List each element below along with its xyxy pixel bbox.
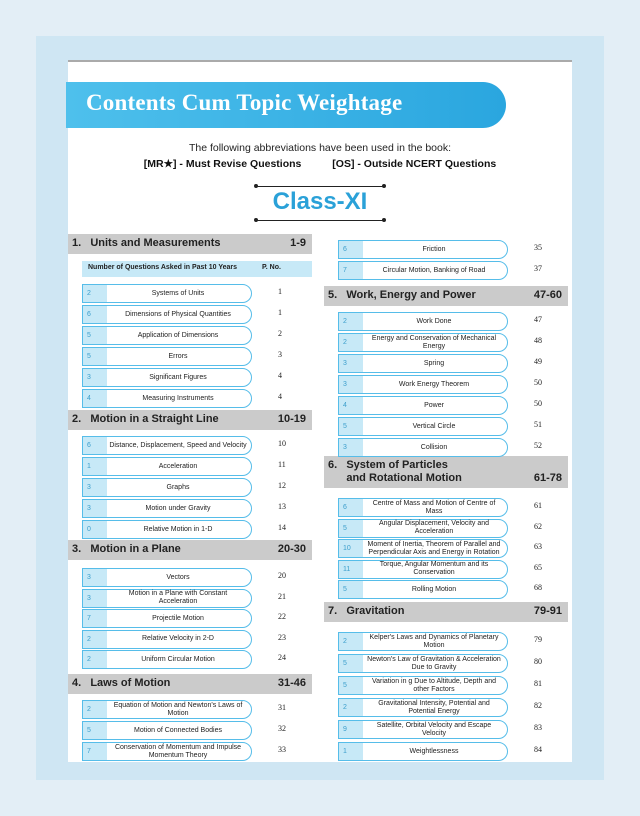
- topic-label: Energy and Conservation of Mechanical Energy: [371, 334, 497, 350]
- chapter-title: 4. Laws of Motion: [72, 677, 171, 689]
- topic-entry: [82, 389, 252, 408]
- topic-label: Weightlessness: [409, 747, 459, 755]
- topic-page-number: 31: [278, 703, 286, 712]
- topic-page-number: 51: [534, 420, 542, 429]
- topic-page-number: 4: [278, 392, 282, 401]
- topic-label: Work Done: [416, 317, 452, 325]
- topic-page-number: 52: [534, 441, 542, 450]
- topic-label: Angular Displacement, Velocity and Acceleration: [378, 520, 490, 535]
- topic-entry: [82, 457, 252, 476]
- topic-label: Friction: [422, 245, 446, 253]
- topic-entry: [82, 568, 252, 587]
- page-title: Contents Cum Topic Weightage: [86, 90, 403, 115]
- question-count: 1: [83, 458, 107, 475]
- title-banner: [66, 82, 506, 128]
- question-count: 0: [83, 521, 107, 538]
- topic-page-number: 61: [534, 501, 542, 510]
- topic-entry: [338, 261, 508, 280]
- topic-page-number: 63: [534, 542, 542, 551]
- question-count: 7: [83, 743, 107, 760]
- topic-page-number: 3: [278, 350, 282, 359]
- question-count: 2: [83, 651, 107, 668]
- topic-label: Vertical Circle: [412, 422, 456, 430]
- chapter-page-range: 10-19: [277, 413, 306, 425]
- topic-label: Conservation of Momentum and Impulse Momentum Theory: [114, 743, 242, 759]
- topic-page-number: 65: [534, 562, 542, 572]
- question-count: 5: [339, 677, 363, 694]
- chapter-page-range: 20-30: [277, 543, 306, 555]
- question-count: 4: [339, 397, 363, 414]
- topic-label: Newton's Law of Gravitation & Acceleration Due to Gravity: [367, 655, 501, 671]
- abbreviation-list: [68, 158, 572, 170]
- chapter-heading: [68, 540, 312, 560]
- topic-entry: [338, 498, 508, 517]
- topic-page-number: 79: [534, 635, 542, 644]
- topic-page-number: 20: [278, 571, 286, 580]
- topic-label: Rolling Motion: [411, 585, 457, 593]
- question-count: 5: [83, 722, 107, 739]
- topic-label: Variation in g Due to Altitude, Depth and other Factors: [371, 677, 496, 693]
- topic-page-number: 11: [278, 460, 286, 469]
- topic-page-number: 2: [278, 329, 282, 338]
- topic-page-number: 37: [534, 264, 542, 273]
- topic-page-number: 14: [278, 523, 286, 532]
- topic-entry: [338, 333, 508, 352]
- table-header: [82, 261, 312, 277]
- chapter-heading: [68, 674, 312, 694]
- chapter-title: 7. Gravitation: [328, 605, 405, 617]
- question-count: 6: [83, 437, 107, 454]
- page-number-column-header: P. No.: [262, 264, 281, 271]
- top-rule: [256, 186, 384, 187]
- contents-page: [68, 60, 572, 762]
- question-count: 3: [339, 439, 363, 456]
- topic-page-number: 10: [278, 439, 286, 448]
- abbreviation-os: [OS] - Outside NCERT Questions: [332, 158, 497, 170]
- topic-entry: [82, 305, 252, 324]
- topic-entry: [338, 539, 508, 558]
- chapter-page-range: 79-91: [533, 605, 562, 617]
- topic-page-number: 13: [278, 502, 286, 511]
- topic-entry: [338, 312, 508, 331]
- topic-page-number: 80: [534, 657, 542, 666]
- topic-entry: [338, 560, 508, 579]
- topic-entry: [338, 396, 508, 415]
- question-count: 2: [83, 285, 107, 302]
- question-count: 5: [83, 327, 107, 344]
- topic-label: Spring: [423, 359, 445, 367]
- class-title: Class-XI: [272, 188, 368, 215]
- question-count: 6: [339, 241, 363, 258]
- topic-page-number: 32: [278, 724, 286, 733]
- topic-entry: [82, 520, 252, 539]
- question-count: 7: [339, 262, 363, 279]
- topic-label: Motion under Gravity: [145, 504, 211, 512]
- topic-label: Systems of Units: [151, 289, 205, 297]
- topic-entry: [338, 720, 508, 739]
- topic-entry: [82, 650, 252, 669]
- question-count: 2: [83, 701, 107, 718]
- question-count: 3: [83, 590, 107, 607]
- topic-label: Dimensions of Physical Quantities: [125, 310, 231, 318]
- chapter-heading: [324, 456, 568, 488]
- chapter-title: 5. Work, Energy and Power: [328, 289, 476, 301]
- topic-page-number: 50: [534, 378, 542, 387]
- topic-entry: [338, 354, 508, 373]
- question-count: 5: [339, 418, 363, 435]
- topic-page-number: 81: [534, 679, 542, 688]
- topic-entry: [338, 375, 508, 394]
- topic-page-number: 1: [278, 287, 282, 296]
- topic-entry: [82, 742, 252, 761]
- topic-label: Uniform Circular Motion: [141, 655, 215, 663]
- topic-entry: [82, 478, 252, 497]
- topic-entry: [82, 700, 252, 719]
- topic-label: Moment of Inertia, Theorem of Parallel and Perpendicular Axis and Energy in Rotation: [367, 540, 501, 556]
- abbreviation-mr: [MR★] - Must Revise Questions: [143, 158, 302, 170]
- topic-label: Equation of Motion and Newton's Laws of Motion: [113, 701, 243, 717]
- topic-entry: [338, 676, 508, 695]
- question-count: 3: [339, 376, 363, 393]
- question-count: 2: [339, 313, 363, 330]
- rule-dot: [382, 218, 386, 222]
- chapter-heading: [68, 410, 312, 430]
- chapter-heading: [324, 286, 568, 306]
- question-count: 5: [339, 520, 363, 537]
- topic-entry: [338, 240, 508, 259]
- topic-page-number: 47: [534, 315, 542, 324]
- topic-label: Graphs: [166, 483, 190, 491]
- question-count: 2: [339, 633, 363, 650]
- topic-entry: [82, 630, 252, 649]
- topic-label: Work Energy Theorem: [398, 380, 470, 388]
- topic-page-number: 50: [534, 399, 542, 408]
- topic-entry: [82, 368, 252, 387]
- topic-page-number: 62: [534, 521, 542, 531]
- question-count: 9: [339, 721, 363, 738]
- topic-label: Relative Velocity in 2-D: [142, 635, 214, 642]
- topic-label: Distance, Displacement, Speed and Velocity: [109, 441, 247, 449]
- topic-page-number: 83: [534, 723, 542, 732]
- topic-entry: [338, 580, 508, 599]
- topic-page-number: 33: [278, 745, 286, 754]
- question-count: 5: [339, 581, 363, 598]
- topic-page-number: 49: [534, 357, 542, 366]
- topic-entry: [338, 417, 508, 436]
- topic-page-number: 23: [278, 632, 286, 642]
- topic-label: Power: [424, 401, 444, 409]
- chapter-page-range: 31-46: [277, 677, 306, 689]
- bottom-rule: [256, 220, 384, 221]
- question-count: 3: [339, 355, 363, 372]
- question-count: 5: [83, 348, 107, 365]
- topic-page-number: 1: [278, 308, 282, 317]
- topic-label: Measuring Instruments: [142, 394, 214, 402]
- topic-entry: [82, 347, 252, 366]
- topic-entry: [82, 326, 252, 345]
- question-count: 1: [339, 743, 363, 760]
- topic-label: Significant Figures: [149, 373, 207, 381]
- questions-column-header: Number of Questions Asked in Past 10 Years: [88, 264, 237, 271]
- topic-label: Errors: [168, 352, 188, 360]
- chapter-heading: [68, 234, 312, 254]
- topic-page-number: 35: [534, 243, 542, 252]
- topic-entry: [82, 436, 252, 455]
- topic-label: Circular Motion, Banking of Road: [382, 266, 486, 274]
- question-count: 5: [339, 655, 363, 672]
- topic-page-number: 84: [534, 745, 542, 754]
- chapter-page-range: 61-78: [533, 472, 562, 484]
- topic-page-number: 48: [534, 336, 542, 345]
- question-count: 2: [83, 631, 107, 648]
- topic-page-number: 68: [534, 583, 542, 592]
- topic-label: Satellite, Orbital Velocity and Escape Velocity: [376, 721, 492, 737]
- abbreviation-intro: The following abbreviations have been used in the book:: [188, 142, 452, 154]
- topic-label: Application of Dimensions: [137, 331, 219, 339]
- chapter-title: 2. Motion in a Straight Line: [72, 413, 219, 425]
- question-count: 10: [339, 540, 363, 557]
- topic-entry: [338, 654, 508, 673]
- chapter-title: 3. Motion in a Plane: [72, 543, 181, 555]
- question-count: 2: [339, 699, 363, 716]
- question-count: 3: [83, 500, 107, 517]
- chapter-heading: [324, 602, 568, 622]
- chapter-page-range: 47-60: [533, 289, 562, 301]
- topic-entry: [338, 632, 508, 651]
- chapter-page-range: 1-9: [290, 237, 306, 249]
- topic-page-number: 4: [278, 371, 282, 380]
- topic-page-number: 21: [278, 591, 286, 601]
- rule-dot: [254, 218, 258, 222]
- topic-page-number: 12: [278, 481, 286, 490]
- topic-entry: [82, 284, 252, 303]
- topic-label: Acceleration: [158, 462, 198, 470]
- topic-label: Collision: [420, 443, 448, 451]
- question-count: 4: [83, 390, 107, 407]
- question-count: 2: [339, 334, 363, 351]
- topic-page-number: 24: [278, 653, 286, 662]
- topic-label: Motion of Connected Bodies: [134, 726, 222, 734]
- topic-entry: [82, 721, 252, 740]
- topic-entry: [338, 519, 508, 538]
- question-count: 3: [83, 369, 107, 386]
- class-heading: [256, 184, 384, 224]
- topic-entry: [82, 499, 252, 518]
- topic-page-number: 82: [534, 701, 542, 710]
- question-count: 6: [83, 306, 107, 323]
- topic-label: Centre of Mass and Motion of Centre of Mass: [372, 499, 496, 515]
- question-count: 6: [339, 499, 363, 516]
- question-count: 7: [83, 610, 107, 627]
- topic-entry: [338, 698, 508, 717]
- topic-label: Torque, Angular Momentum and its Conservation: [379, 561, 489, 576]
- topic-label: Projectile Motion: [152, 614, 204, 622]
- chapter-title: 1. Units and Measurements: [72, 237, 221, 249]
- topic-label: Vectors: [166, 573, 190, 581]
- chapter-title: 6. System of Particles and Rotational Motion: [328, 459, 462, 484]
- topic-label: Gravitational Intensity, Potential and Potential Energy: [378, 699, 490, 715]
- topic-entry: [338, 438, 508, 457]
- question-count: 11: [339, 561, 363, 578]
- topic-entry: [82, 609, 252, 628]
- topic-label: Relative Motion in 1-D: [143, 525, 213, 533]
- question-count: 3: [83, 569, 107, 586]
- topic-page-number: 22: [278, 612, 286, 621]
- topic-entry: [82, 589, 252, 608]
- topic-entry: [338, 742, 508, 761]
- topic-label: Motion in a Plane with Constant Acceleration: [128, 590, 228, 605]
- topic-label: Kelper's Laws and Dynamics of Planetary Motion: [369, 633, 499, 649]
- question-count: 3: [83, 479, 107, 496]
